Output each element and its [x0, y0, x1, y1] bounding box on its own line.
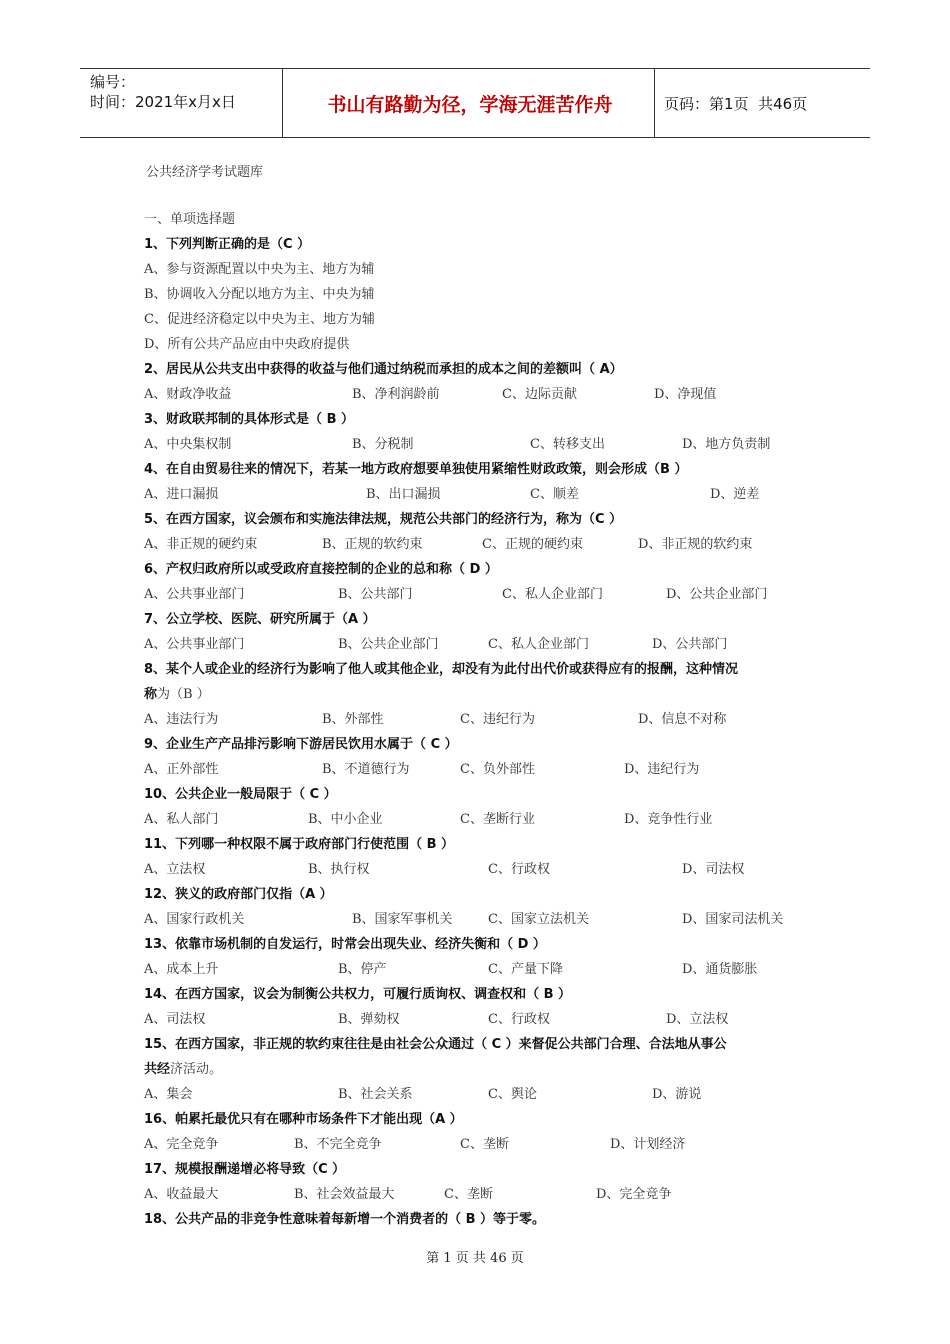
question-text: 18、公共产品的非竞争性意味着每新增一个消费者的（ B ）等于零。: [144, 1212, 546, 1227]
answer-option: A、财政净收益: [144, 387, 232, 402]
header-left: [90, 72, 236, 112]
answer-option: D、游说: [652, 1087, 702, 1102]
answer-option: A、参与资源配置以中央为主、地方为辅: [144, 262, 375, 277]
question-text-rest: 济活动。: [170, 1062, 223, 1077]
answer-option: C、边际贡献: [502, 387, 577, 402]
answer-option: A、违法行为: [144, 712, 219, 727]
answer-option: B、净利润龄前: [352, 387, 440, 402]
answer-option: A、中央集权制: [144, 437, 232, 452]
answer-option: C、顺差: [530, 487, 579, 502]
answer-options-row: [144, 532, 810, 557]
header-divider: [282, 69, 283, 137]
answer-option: C、舆论: [488, 1087, 537, 1102]
answer-option: C、违纪行为: [460, 712, 535, 727]
page-header: [80, 68, 870, 138]
answer-option: D、净现值: [654, 387, 717, 402]
answer-option: A、国家行政机关: [144, 912, 245, 927]
answer-option: D、所有公共产品应由中央政府提供: [144, 337, 350, 352]
header-divider: [654, 69, 655, 137]
answer-options-row: [144, 907, 810, 932]
question-text-bold: 共经: [144, 1062, 171, 1077]
answer-option: D、公共部门: [652, 637, 728, 652]
answer-option: C、正规的硬约束: [482, 537, 583, 552]
question-text: 16、帕累托最优只有在哪种市场条件下才能出现（A ）: [144, 1112, 463, 1127]
answer-option: A、司法权: [144, 1012, 206, 1027]
answer-option: D、公共企业部门: [666, 587, 768, 602]
answer-options-row: [144, 382, 810, 407]
answer-option: D、违纪行为: [624, 762, 700, 777]
answer-options-row: [144, 957, 810, 982]
questions: [144, 232, 810, 1232]
answer-option: D、计划经济: [610, 1137, 686, 1152]
answer-option: C、产量下降: [488, 962, 563, 977]
answer-option: D、信息不对称: [638, 712, 727, 727]
question-text: 5、在西方国家，议会颁布和实施法律法规，规范公共部门的经济行为，称为（C ）: [144, 512, 623, 527]
answer-option: B、国家军事机关: [352, 912, 453, 927]
answer-option: C、行政权: [488, 1012, 550, 1027]
question-text: 17、规模报酬递增必将导致（C ）: [144, 1162, 346, 1177]
answer-option: A、进口漏损: [144, 487, 219, 502]
question-text: 12、狭义的政府部门仅指（A ）: [144, 887, 333, 902]
answer-options-row: [144, 1007, 810, 1032]
answer-options-row: [144, 632, 810, 657]
question-text: 15、在西方国家，非正规的软约束往往是由社会公众通过（ C ）来督促公共部门合理、合法地从事公: [144, 1037, 727, 1052]
answer-option: D、完全竞争: [596, 1187, 672, 1202]
answer-option: D、国家司法机关: [682, 912, 784, 927]
answer-option: B、社会效益最大: [294, 1187, 395, 1202]
date-line: 时间：2021年x月x日: [90, 93, 236, 111]
answer-options-row: [144, 757, 810, 782]
answer-option: B、社会关系: [338, 1087, 413, 1102]
answer-option: B、正规的软约束: [322, 537, 423, 552]
answer-options-row: [144, 1082, 810, 1107]
answer-options-row: [144, 807, 810, 832]
answer-option: B、公共部门: [338, 587, 413, 602]
answer-option: D、逆差: [710, 487, 760, 502]
answer-option: A、集会: [144, 1087, 193, 1102]
answer-option: A、非正规的硬约束: [144, 537, 258, 552]
answer-options-row: [144, 1182, 810, 1207]
question-text-bold: 称: [144, 687, 158, 702]
question-text: 14、在西方国家，议会为制衡公共权力，可履行质询权、调查权和（ B ）: [144, 987, 572, 1002]
code-label: 编号：: [90, 73, 136, 91]
answer-option: A、完全竞争: [144, 1137, 219, 1152]
question-text: 10、公共企业一般局限于（ C ）: [144, 787, 337, 802]
answer-option: B、外部性: [322, 712, 384, 727]
answer-options-row: [144, 857, 810, 882]
answer-option: B、中小企业: [308, 812, 383, 827]
question-text: 9、企业生产产品排污影响下游居民饮用水属于（ C ）: [144, 737, 458, 752]
document-title: 公共经济学考试题库: [146, 165, 264, 180]
question-text: 8、某个人或企业的经济行为影响了他人或其他企业，却没有为此付出代价或获得应有的报酬，这种情况: [144, 662, 739, 677]
page-info: 页码：第1页 共46页: [664, 95, 808, 113]
answer-option: D、竞争性行业: [624, 812, 713, 827]
answer-options-row: [144, 432, 810, 457]
question-text: 13、依靠市场机制的自发运行，时常会出现失业、经济失衡和（ D ）: [144, 937, 546, 952]
header-motto: 书山有路勤为径，学海无涯苦作舟: [327, 93, 613, 116]
answer-option: B、停产: [338, 962, 387, 977]
question-text-continued: [144, 682, 810, 707]
answer-option: A、收益最大: [144, 1187, 219, 1202]
answer-option: C、垄断行业: [460, 812, 535, 827]
answer-options-row: [144, 482, 810, 507]
answer-option: D、立法权: [666, 1012, 729, 1027]
answer-option: C、行政权: [488, 862, 550, 877]
answer-option: A、立法权: [144, 862, 206, 877]
question-text-continued: [144, 1057, 810, 1082]
answer-options-row: [144, 1132, 810, 1157]
page-footer: 第 1 页 共 46 页: [426, 1251, 524, 1266]
answer-option: A、公共事业部门: [144, 637, 245, 652]
question-text-rest: 为（B ）: [157, 687, 210, 702]
answer-option: C、私人企业部门: [502, 587, 603, 602]
answer-option: A、成本上升: [144, 962, 219, 977]
question-list: [144, 207, 810, 1232]
question-text: 11、下列哪一种权限不属于政府部门行使范围（ B ）: [144, 837, 455, 852]
answer-option: C、垄断: [460, 1137, 509, 1152]
answer-option: A、公共事业部门: [144, 587, 245, 602]
answer-option: C、促进经济稳定以中央为主、地方为辅: [144, 312, 375, 327]
answer-option: B、弹劾权: [338, 1012, 400, 1027]
answer-option: C、负外部性: [460, 762, 535, 777]
answer-option: D、非正规的软约束: [638, 537, 753, 552]
answer-option: D、地方负责制: [682, 437, 771, 452]
answer-option: A、正外部性: [144, 762, 219, 777]
answer-options-row: [144, 582, 810, 607]
question-text: 4、在自由贸易往来的情况下，若某一地方政府想要单独使用紧缩性财政政策，则会形成（B ）: [144, 462, 688, 477]
answer-option: B、公共企业部门: [338, 637, 439, 652]
question-text: 7、公立学校、医院、研究所属于（A ）: [144, 612, 376, 627]
answer-option: C、私人企业部门: [488, 637, 589, 652]
answer-option: C、国家立法机关: [488, 912, 589, 927]
answer-option: B、不完全竞争: [294, 1137, 382, 1152]
question-text: 6、产权归政府所以或受政府直接控制的企业的总和称（ D ）: [144, 562, 498, 577]
answer-option: C、转移支出: [530, 437, 605, 452]
answer-option: B、协调收入分配以地方为主、中央为辅: [144, 287, 375, 302]
answer-option: D、司法权: [682, 862, 745, 877]
answer-option: B、分税制: [352, 437, 414, 452]
answer-option: B、不道德行为: [322, 762, 410, 777]
answer-option: B、执行权: [308, 862, 370, 877]
question-text: 2、居民从公共支出中获得的收益与他们通过纳税而承担的成本之间的差额叫（ A）: [144, 362, 623, 377]
answer-option: A、私人部门: [144, 812, 219, 827]
answer-option: C、垄断: [444, 1187, 493, 1202]
section-title: 一、单项选择题: [144, 212, 236, 227]
question-text: 1、下列判断正确的是（C ）: [144, 237, 311, 252]
question-text: 3、财政联邦制的具体形式是（ B ）: [144, 412, 355, 427]
answer-option: B、出口漏损: [366, 487, 441, 502]
answer-option: D、通货膨胀: [682, 962, 758, 977]
answer-options-row: [144, 707, 810, 732]
